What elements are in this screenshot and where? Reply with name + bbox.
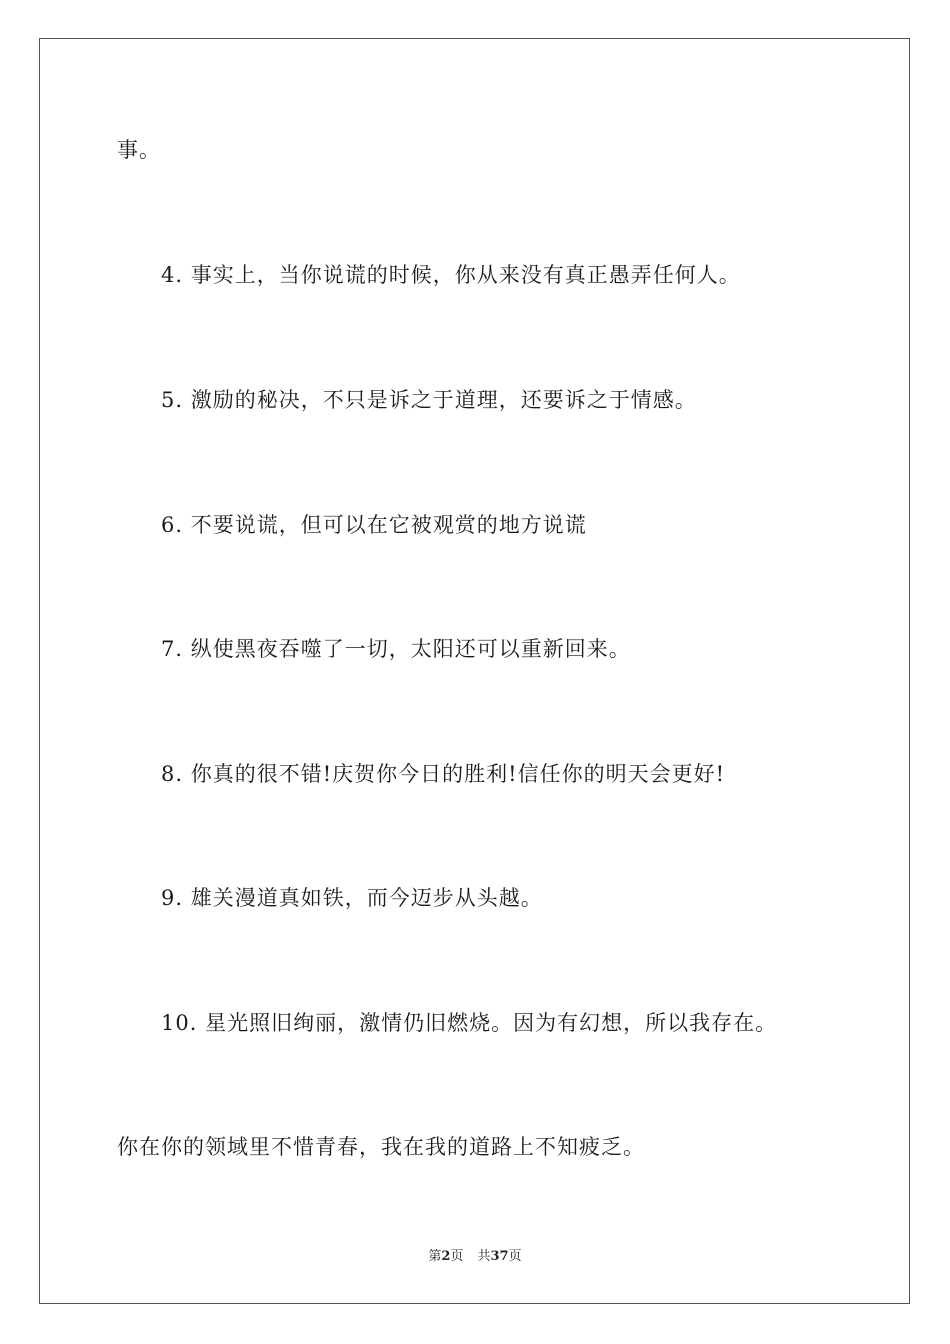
closing-line: 你在你的领域里不惜青春，我在我的道路上不知疲乏。	[117, 1135, 645, 1159]
quote-item-4: 4. 事实上，当你说谎的时候，你从来没有真正愚弄任何人。	[161, 263, 741, 287]
quote-item-7: 7. 纵使黑夜吞噬了一切，太阳还可以重新回来。	[161, 637, 631, 661]
quote-item-6: 6. 不要说谎，但可以在它被观赏的地方说谎	[161, 513, 587, 537]
page-footer	[0, 1248, 950, 1266]
total-prefix: 共	[477, 1249, 491, 1264]
page-frame	[39, 38, 910, 1304]
quote-item-9: 9. 雄关漫道真如铁，而今迈步从头越。	[161, 886, 543, 910]
total-suffix: 页	[508, 1249, 522, 1264]
quote-item-10: 10. 星光照旧绚丽，激情仍旧燃烧。因为有幻想，所以我存在。	[161, 1011, 778, 1035]
page-suffix: 页	[450, 1249, 464, 1264]
quote-item-8: 8. 你真的很不错!庆贺你今日的胜利!信任你的明天会更好!	[161, 762, 726, 786]
quote-item-5: 5. 激励的秘决，不只是诉之于道理，还要诉之于情感。	[161, 388, 697, 412]
text-line-continuation: 事。	[117, 138, 161, 162]
page-number: 2	[441, 1249, 451, 1264]
page-prefix: 第	[428, 1249, 442, 1264]
total-pages: 37	[490, 1249, 509, 1264]
